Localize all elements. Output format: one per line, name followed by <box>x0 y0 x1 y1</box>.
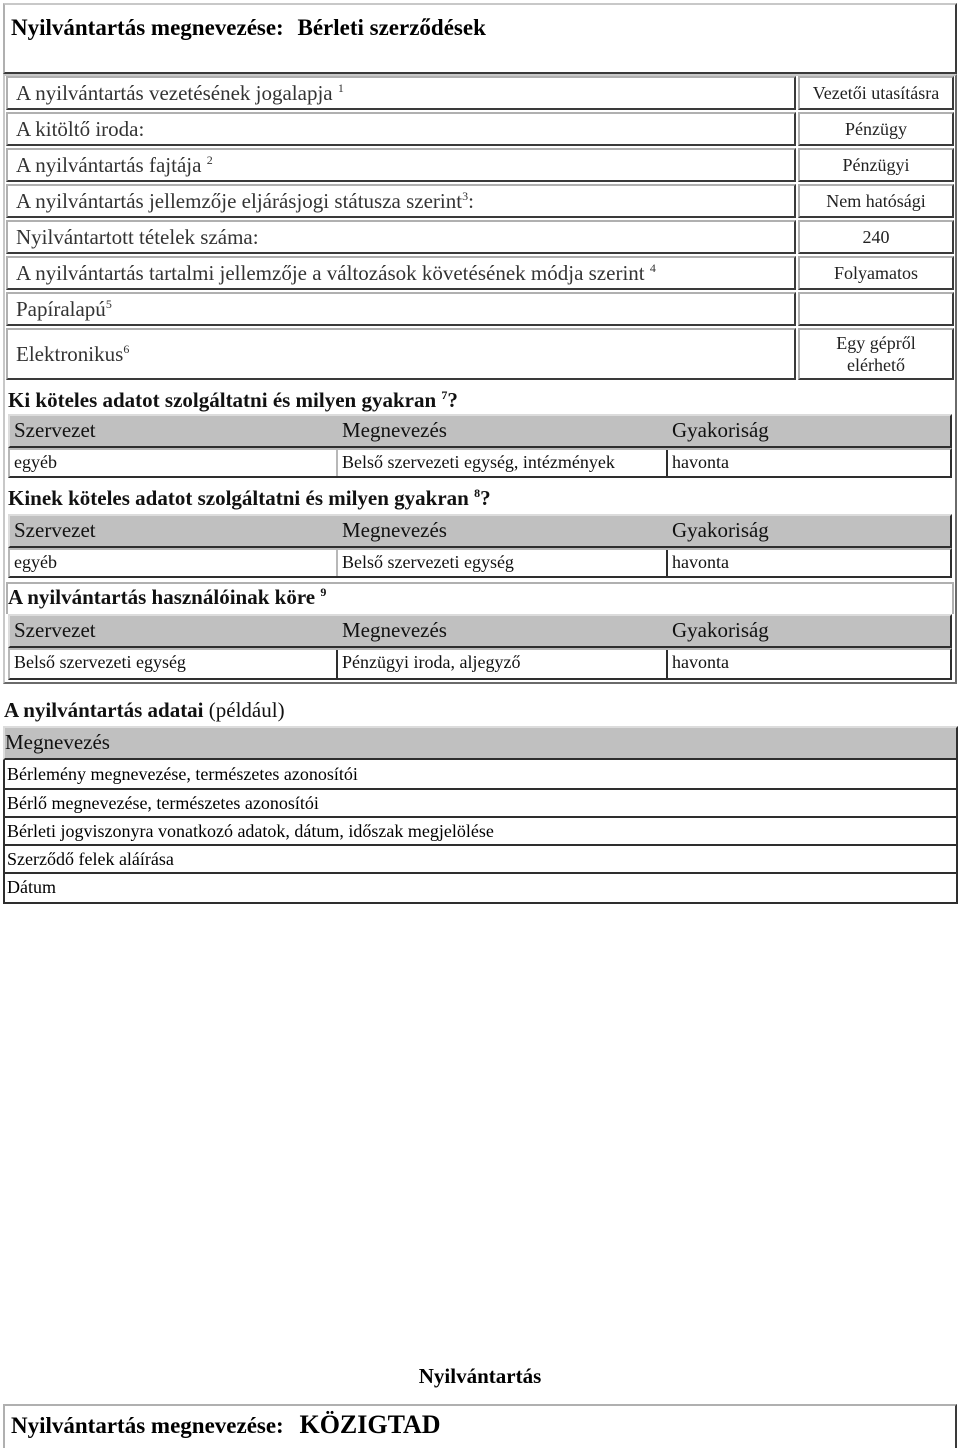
cell-name: Pénzügyi iroda, aljegyző <box>342 652 521 672</box>
table-header <box>8 514 952 548</box>
prop-label-cell: A nyilvántartás fajtája $^2$ <box>6 148 796 182</box>
section-title: Ki köteles adatot szolgáltatni és milyen gyakran $^7$? <box>8 388 458 412</box>
prop-label-cell <box>6 220 796 254</box>
prop-label: A nyilvántartás vezetésének jogalapja <box>16 81 333 105</box>
prop-label: A kitöltő iroda: <box>16 117 145 141</box>
prop-label: Elektronikus <box>16 342 124 366</box>
data-item: Bérleti jogviszonyra vonatkozó adatok, dátum, időszak megjelölése <box>3 818 958 846</box>
prop-label: A nyilvántartás jellemzője eljárásjogi státusza szerint <box>16 189 463 213</box>
footer-heading: Nyilvántartás <box>418 1364 542 1388</box>
prop-value: Vezetői utasításra <box>812 83 940 103</box>
page-title <box>11 15 486 41</box>
prop-value-cell <box>798 256 954 290</box>
data-section-title: A nyilvántartás adatai (például) <box>4 698 285 722</box>
cell-frequency: havonta <box>672 552 729 572</box>
cell-organization: egyéb <box>14 452 57 472</box>
prop-value: Folyamatos <box>834 263 918 283</box>
footer-title-label: Nyilvántartás megnevezése: <box>11 1413 284 1438</box>
footer-title <box>11 1410 441 1440</box>
prop-label: A nyilvántartás fajtája <box>16 153 202 177</box>
cell-name: Belső szervezeti egység, intézmények <box>342 452 615 472</box>
data-item: Bérlemény megnevezése, természetes azonosítói <box>3 760 958 790</box>
prop-value-cell <box>798 328 954 380</box>
prop-value: Pénzügyi <box>842 155 910 175</box>
cell-frequency: havonta <box>672 452 729 472</box>
footer-title-value: KÖZIGTAD <box>299 1410 441 1439</box>
title-label: Nyilvántartás megnevezése: <box>11 15 284 40</box>
prop-value-line1: Egy gépről <box>836 333 916 353</box>
header-frequency: Gyakoriság <box>672 418 769 442</box>
cell-name: Belső szervezeti egység <box>342 552 514 572</box>
data-item: Szerződő felek aláírása <box>3 846 958 874</box>
header-name: Megnevezés <box>342 618 447 642</box>
table-row <box>8 648 952 680</box>
data-item: Dátum <box>3 874 958 904</box>
table-header <box>8 614 952 648</box>
prop-value: Nem hatósági <box>826 191 926 211</box>
table-row <box>8 448 952 478</box>
cell-organization: Belső szervezeti egység <box>14 652 186 672</box>
section-title: Kinek köteles adatot szolgáltatni és milyen gyakran $^8$? <box>8 486 491 510</box>
title-box <box>3 3 957 74</box>
table-row <box>8 548 952 578</box>
section-title: A nyilvántartás használóinak köre $^9$ <box>8 585 327 609</box>
prop-label: A nyilvántartás tartalmi jellemzője a változások követésének módja szerint <box>16 261 645 285</box>
header-frequency: Gyakoriság <box>672 618 769 642</box>
prop-label-cell <box>6 112 796 146</box>
prop-value-cell <box>798 148 954 182</box>
prop-value-cell <box>798 292 954 326</box>
prop-label: Nyilvántartott tételek száma: <box>16 225 259 249</box>
header-organization: Szervezet <box>14 518 96 542</box>
data-item: Bérlő megnevezése, természetes azonosítói <box>3 790 958 818</box>
prop-value: Pénzügy <box>845 119 907 139</box>
title-value: Bérleti szerződések <box>297 15 486 40</box>
header-name: Megnevezés <box>342 518 447 542</box>
footer-title-box <box>3 1404 957 1448</box>
prop-value-line2: elérhető <box>847 355 905 375</box>
prop-label: Papíralapú <box>16 297 106 321</box>
prop-label-cell: A nyilvántartás vezetésének jogalapja $^1$ <box>6 76 796 110</box>
cell-frequency: havonta <box>672 652 729 672</box>
header-name: Megnevezés <box>5 730 110 754</box>
header-organization: Szervezet <box>14 618 96 642</box>
header-frequency: Gyakoriság <box>672 518 769 542</box>
prop-value-cell <box>798 76 954 110</box>
table-header <box>8 414 952 448</box>
data-table-header <box>3 726 958 760</box>
prop-value-cell <box>798 112 954 146</box>
prop-value-cell <box>798 220 954 254</box>
prop-label-cell: A nyilvántartás jellemzője eljárásjogi státusza szerint$^3$: <box>6 184 796 218</box>
prop-value-cell <box>798 184 954 218</box>
prop-label-cell: Elektronikus$^6$ <box>6 328 796 380</box>
prop-label-cell: Papíralapú$^5$ <box>6 292 796 326</box>
header-organization: Szervezet <box>14 418 96 442</box>
header-name: Megnevezés <box>342 418 447 442</box>
cell-organization: egyéb <box>14 552 57 572</box>
prop-label-cell: A nyilvántartás tartalmi jellemzője a változások követésének módja szerint $^4$ <box>6 256 796 290</box>
prop-value: 240 <box>862 227 890 247</box>
